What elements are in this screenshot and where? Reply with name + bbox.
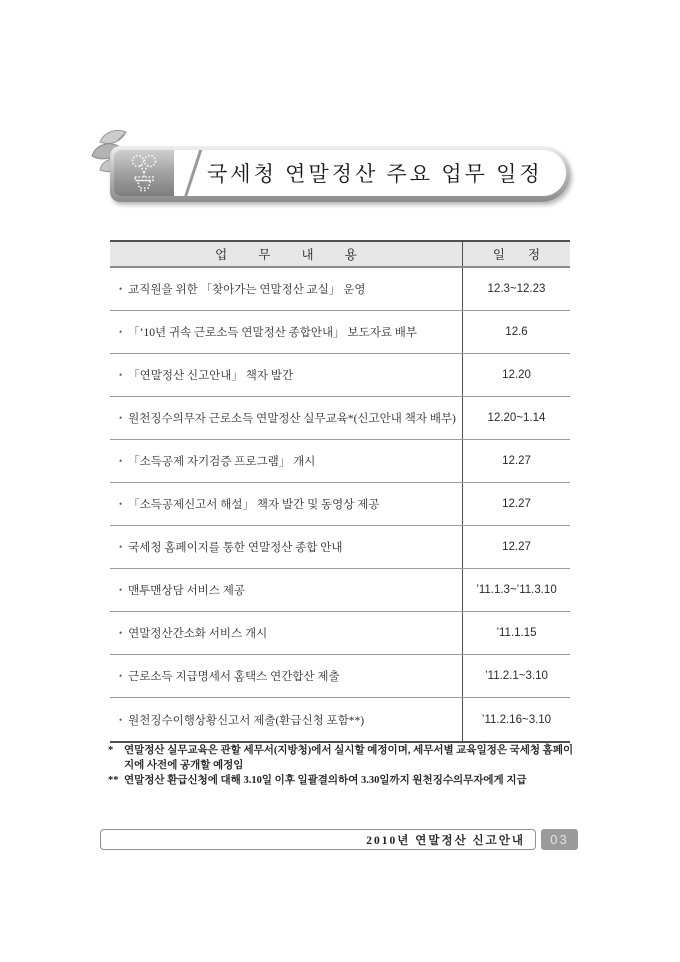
table-row <box>110 397 570 440</box>
table-row <box>110 655 570 698</box>
table-row <box>110 268 570 311</box>
row-bullet: • <box>119 413 123 423</box>
banner-capsule <box>110 146 570 202</box>
row-bullet: • <box>119 671 123 681</box>
row-bullet: • <box>119 284 123 294</box>
task-cell-text: 「소득공제 자기검증 프로그램」 개시 <box>128 456 316 468</box>
schedule-table <box>110 240 570 743</box>
task-cell-text: 원천징수이행상황신고서 제출(환급신청 포함**) <box>128 714 365 727</box>
row-bullet: • <box>119 628 123 638</box>
task-cell-text: 연말정산간소화 서비스 개시 <box>128 628 268 640</box>
row-bullet: • <box>119 542 123 552</box>
schedule-cell: ’11.2.1~3.10 <box>462 655 570 697</box>
table-row <box>110 698 570 741</box>
task-cell-text: 맨투맨상담 서비스 제공 <box>128 585 245 597</box>
schedule-cell: 12.27 <box>462 526 570 568</box>
task-cell-text: 국세청 홈페이지를 통한 연말정산 종합 안내 <box>128 542 343 554</box>
row-bullet: • <box>119 499 123 509</box>
table-row <box>110 612 570 655</box>
table-row <box>110 311 570 354</box>
schedule-cell: ’11.1.15 <box>462 612 570 654</box>
schedule-cell: ’11.1.3~’11.3.10 <box>462 569 570 611</box>
column-header-task: 업 무 내 용 <box>215 248 371 262</box>
table-row <box>110 440 570 483</box>
schedule-cell: 12.3~12.23 <box>462 268 570 310</box>
footnote-2 <box>108 773 578 788</box>
task-cell-text: 「연말정산 신고안내」 책자 발간 <box>128 370 294 382</box>
schedule-cell: ’11.2.16~3.10 <box>462 698 570 741</box>
schedule-cell: 12.20 <box>462 354 570 396</box>
task-cell-text: 근로소득 지급명세서 홈택스 연간합산 제출 <box>128 671 340 683</box>
footer-bar <box>100 829 536 850</box>
table-row <box>110 354 570 397</box>
table-row <box>110 569 570 612</box>
row-bullet: • <box>119 585 123 595</box>
schedule-cell: 12.6 <box>462 311 570 353</box>
task-cell-text: 「소득공제신고서 해설」 책자 발간 및 동영상 제공 <box>128 499 380 511</box>
task-cell-text: 원천징수의무자 근로소득 연말정산 실무교육*(신고안내 책자 배부) <box>128 413 456 425</box>
table-header-row <box>110 242 570 268</box>
row-bullet: • <box>119 370 123 380</box>
row-bullet: • <box>119 456 123 466</box>
footer-text: 2010년 연말정산 신고안내 <box>366 834 525 847</box>
schedule-cell: 12.27 <box>462 440 570 482</box>
task-cell-text: 교직원을 위한 「찾아가는 연말정산 교실」 운영 <box>128 284 366 296</box>
header-banner <box>110 146 570 202</box>
banner-icon-box <box>114 150 174 196</box>
column-header-schedule: 일 정 <box>462 242 570 266</box>
table-row <box>110 526 570 569</box>
footnote-1 <box>108 743 578 773</box>
task-cell-text: 「’10년 귀속 근로소득 연말정산 종합안내」 보도자료 배부 <box>128 327 418 339</box>
row-bullet: • <box>119 327 123 337</box>
schedule-table-body <box>110 268 570 741</box>
table-row <box>110 483 570 526</box>
page-number-badge: 03 <box>541 829 578 850</box>
footnote-2-text: 연말정산 환급신청에 대해 3.10일 이후 일괄결의하여 3.30일까지 원천징수의무자에게 지급 <box>124 775 527 786</box>
footnote-2-marker: ** <box>108 775 119 786</box>
footnotes <box>108 743 578 788</box>
banner-inner <box>114 150 566 196</box>
page-title: 국세청 연말정산 주요 업무 일정 <box>207 162 543 186</box>
footnote-1-marker: * <box>108 745 114 756</box>
row-bullet: • <box>119 714 123 725</box>
schedule-cell: 12.20~1.14 <box>462 397 570 439</box>
potted-plant-icon <box>127 153 161 193</box>
schedule-cell: 12.27 <box>462 483 570 525</box>
footnote-1-text: 연말정산 실무교육은 관할 세무서(지방청)에서 실시할 예정이며, 세무서별 교육일정은 국세청 홈페이지에 사전에 공개할 예정임 <box>124 745 574 771</box>
